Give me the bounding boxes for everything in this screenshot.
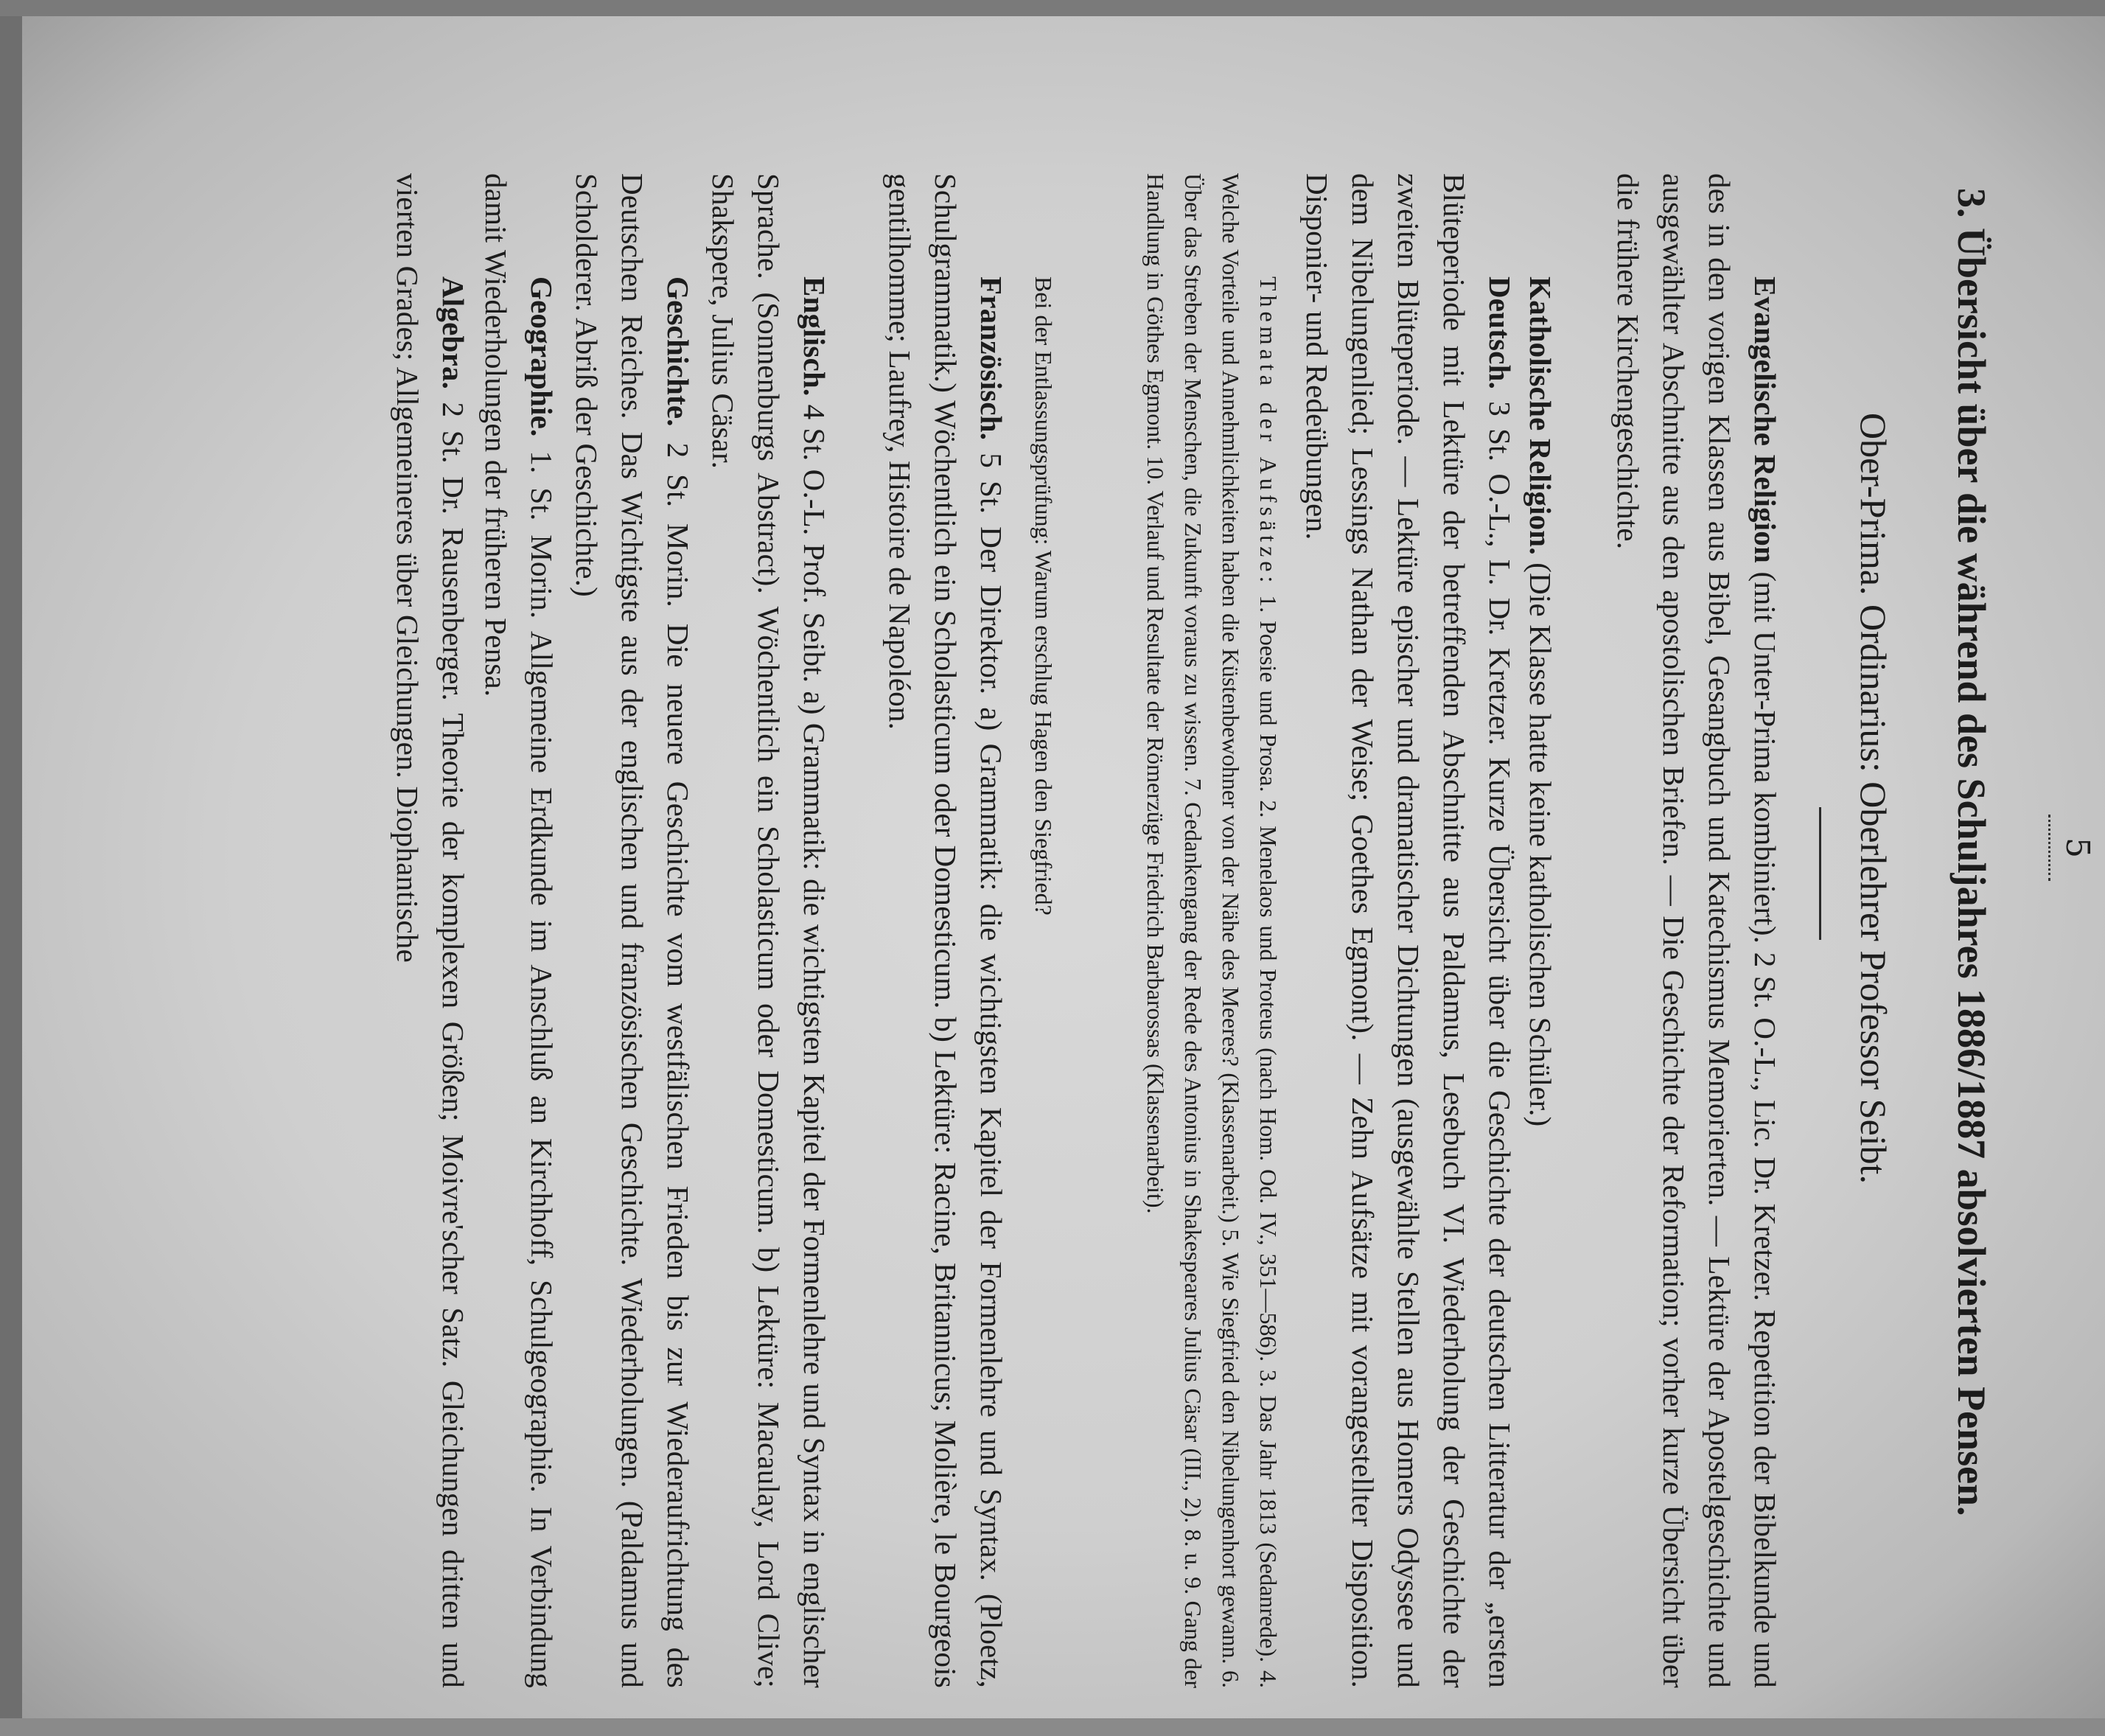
kath-religion-title: Katholische Religion.: [1523, 276, 1557, 555]
class-line: Ober-Prima. Ordinarius: Oberlehrer Professor Seibt.: [1853, 413, 1894, 1184]
paragraph-geschichte: [564, 173, 701, 1688]
aufsaetze-label: Themata der Aufsätze:: [1255, 276, 1282, 588]
deutsch-title: Deutsch.: [1483, 276, 1517, 390]
page-number-ornament: [2048, 815, 2050, 881]
deutsch-text: 3 St. O.-L., L. Dr. Kretzer. Kurze Übersicht über die Geschichte der deutschen Litteratur der „ersten Blüteperiode mit Lektüre der betreffenden Abschnitte aus Paldamus, Lesebuch VI. Wiederholung der Geschichte der zweiten Blüteperiode. — Lektüre epischer und dramatischer Dichtungen (ausgewählte Stellen aus Homers Odyssee und dem Nibelungenlied; Lessings Nathan der Weise; Goethes Egmont). — Zehn Aufsätze mit vorangestellter Disposition. Disponier- und Redeübungen.: [1300, 173, 1517, 1688]
section-heading: 3. Übersicht über die während des Schuljahres 1886/1887 absolvierten Pensen.: [1949, 188, 1994, 1516]
englisch-title: Englisch.: [797, 276, 831, 397]
algebra-text: 2 St. Dr. Rausenberger. Theorie der komplexen Größen; Moivre'scher Satz. Gleichungen dritten und vierten Grades; Allgemeineres über Gleichungen. Diophantische: [391, 173, 470, 1688]
paragraph-aufsaetze: [1137, 173, 1287, 1688]
franzoesisch-text: 5 St. Der Direktor. a) Grammatik: die wichtigsten Kapitel der Formenlehre und Syntax. (Ploetz, Schulgrammatik.) Wöchentlich ein Scholasticum oder Domesticum. b) Lektüre: Racine, Britannicus; Molière, le Bourgeois gentilhomme; Laufrey, Histoire de Napoléon.: [883, 173, 1008, 1688]
kath-religion-text: (Die Klasse hatte keine katholischen Schüler.): [1523, 554, 1557, 1127]
englisch-text: 4 St. O.-L. Prof. Seibt. a) Grammatik: die wichtigsten Kapitel der Formenlehre und Syntax in englischer Sprache. (Sonnenburgs Abstract). Wöchentlich ein Scholasticum oder Domesticum. b) Lektüre: Macaulay, Lord Clive; Shakspere, Julius Cäsar.: [706, 173, 831, 1688]
ev-religion-text: (mit Unter-Prima kombiniert). 2 St. O.-L., Lic. Dr. Kretzer. Repetition der Bibelkunde und des in den vorigen Klassen aus Bibel, Gesangbuch und Katechismus Memorierten. — Lektüre der Apostelgeschichte und ausgewählter Abschnitte aus den apostolischen Briefen. — Die Geschichte der Reformation; vorher kurze Übersicht über die frühere Kirchengeschichte.: [1611, 173, 1782, 1689]
geschichte-title: Geschichte.: [661, 276, 695, 427]
paragraph-algebra: [385, 173, 476, 1688]
paragraph-englisch: [700, 173, 837, 1688]
paragraph-kath-religion: [1518, 173, 1563, 1688]
geschichte-text: 2 St. Morin. Die neuere Geschichte vom westfälischen Frieden bis zur Wiederaufrichtung des Deutschen Reiches. Das Wichtigste aus der englischen und französischen Geschichte. Wiederholungen. (Paldamus und Scholderer. Abriß der Geschichte.): [570, 173, 695, 1688]
aufsaetze-text: 1. Poesie und Prosa. 2. Menelaos und Proteus (nach Hom. Od. IV., 351—586). 3. Das Jahr 1813 (Sedanrede). 4. Welche Vorteile und Annehmlichkeiten haben die Küstenbewohner von der Nähe des Meeres? (Klassenarbeit.) 5. Wie Siegfried den Nibelungenhort gewann. 6. Über das Streben der Menschen, die Zukunft voraus zu wissen. 7. Gedankengang der Rede des Antonius in Shakespeares Julius Cäsar (III., 2). 8. u. 9. Gang der Handlung in Göthes Egmont. 10. Verlauf und Resultate der Römerzüge Friedrich Barbarossas (Klassenarbeit).: [1142, 173, 1282, 1689]
divider-rule: [1819, 807, 1821, 940]
ev-religion-title: Evangelische Religion: [1748, 276, 1782, 564]
paragraph-deutsch: [1294, 173, 1523, 1688]
algebra-title: Algebra.: [436, 276, 470, 390]
geographie-title: Geographie.: [525, 276, 559, 437]
exam-topic: Bei der Entlassungsprüfung: Warum erschlug Hagen den Siegfried?: [1030, 276, 1057, 916]
page-number: 5: [2059, 837, 2096, 858]
geographie-text: 1. St. Morin. Allgemeine Erdkunde im Anschluß an Kirchhoff, Schulgeographie. In Verbindung damit Wiederholungen der früheren Pensa.: [479, 173, 559, 1688]
franzoesisch-title: Französisch.: [974, 276, 1008, 441]
paragraph-franzoesisch: [877, 173, 1014, 1688]
paragraph-geographie: [473, 173, 565, 1688]
paragraph-ev-religion: [1605, 173, 1788, 1688]
